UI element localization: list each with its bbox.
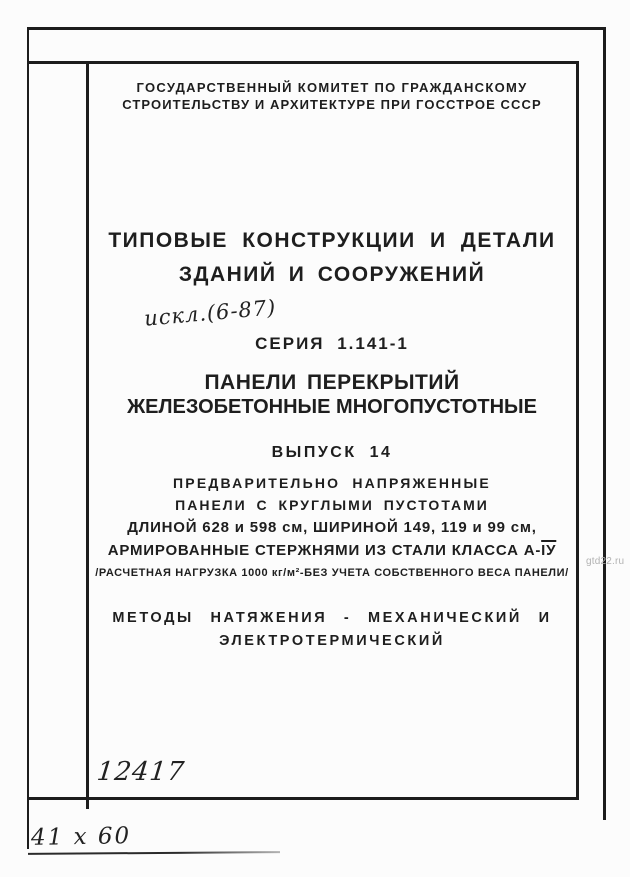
design-load-note: /РАСЧЕТНАЯ НАГРУЗКА 1000 кг/м²-БЕЗ УЧЕТА СОБСТВЕННОГО ВЕСА ПАНЕЛИ/	[95, 567, 569, 579]
site-watermark: gtd22.ru	[586, 556, 625, 567]
tensioning-methods-line2: ЭЛЕКТРОТЕРМИЧЕСКИЙ	[219, 633, 445, 649]
tensioning-methods-line1: МЕТОДЫ НАТЯЖЕНИЯ - МЕХАНИЧЕСКИЙ И	[112, 610, 552, 626]
handwritten-exclusion-note: искл.(6-87)	[143, 295, 278, 331]
organization-name-line2: СТРОИТЕЛЬСТВУ И АРХИТЕКТУРЕ ПРИ ГОССТРОЕ СССР	[122, 97, 542, 112]
handwritten-format-note: 41 х 60	[30, 823, 132, 851]
handwritten-inventory-number: 12417	[95, 757, 187, 787]
steel-class-roman-numeral: ІУ	[541, 542, 557, 559]
subject-line1: ПАНЕЛИ ПЕРЕКРЫТИЙ	[204, 371, 460, 394]
spec-line2: ПАНЕЛИ С КРУГЛЫМИ ПУСТОТАМИ	[175, 497, 489, 513]
spec-reinforcement-text: АРМИРОВАННЫЕ СТЕРЖНЯМИ ИЗ СТАЛИ КЛАССА А-	[107, 542, 542, 559]
document-title-line2: ЗДАНИЙ И СООРУЖЕНИЙ	[178, 263, 486, 286]
outer-frame-top	[28, 27, 606, 30]
spec-dimensions-line: ДЛИНОЙ 628 и 598 см, ШИРИНОЙ 149, 119 и 99 см,	[127, 519, 537, 536]
inner-frame-top	[28, 61, 579, 64]
spec-reinforcement-line	[87, 542, 577, 559]
issue-label: ВЫПУСК 14	[271, 444, 393, 461]
spec-line1: ПРЕДВАРИТЕЛЬНО НАПРЯЖЕННЫЕ	[173, 475, 491, 491]
outer-frame-left	[27, 27, 29, 849]
format-note-underline	[28, 851, 280, 855]
inner-frame-bottom	[28, 797, 579, 800]
document-title-line1: ТИПОВЫЕ КОНСТРУКЦИИ И ДЕТАЛИ	[108, 229, 556, 252]
series-label: СЕРИЯ 1.141-1	[255, 334, 409, 353]
subject-line2: ЖЕЛЕЗОБЕТОННЫЕ МНОГОПУСТОТНЫЕ	[127, 396, 537, 418]
outer-frame-right	[603, 27, 606, 820]
organization-name-line1: ГОСУДАРСТВЕННЫЙ КОМИТЕТ ПО ГРАЖДАНСКОМУ	[136, 80, 528, 95]
inner-frame-right	[576, 61, 579, 800]
inner-frame-left	[86, 61, 89, 809]
